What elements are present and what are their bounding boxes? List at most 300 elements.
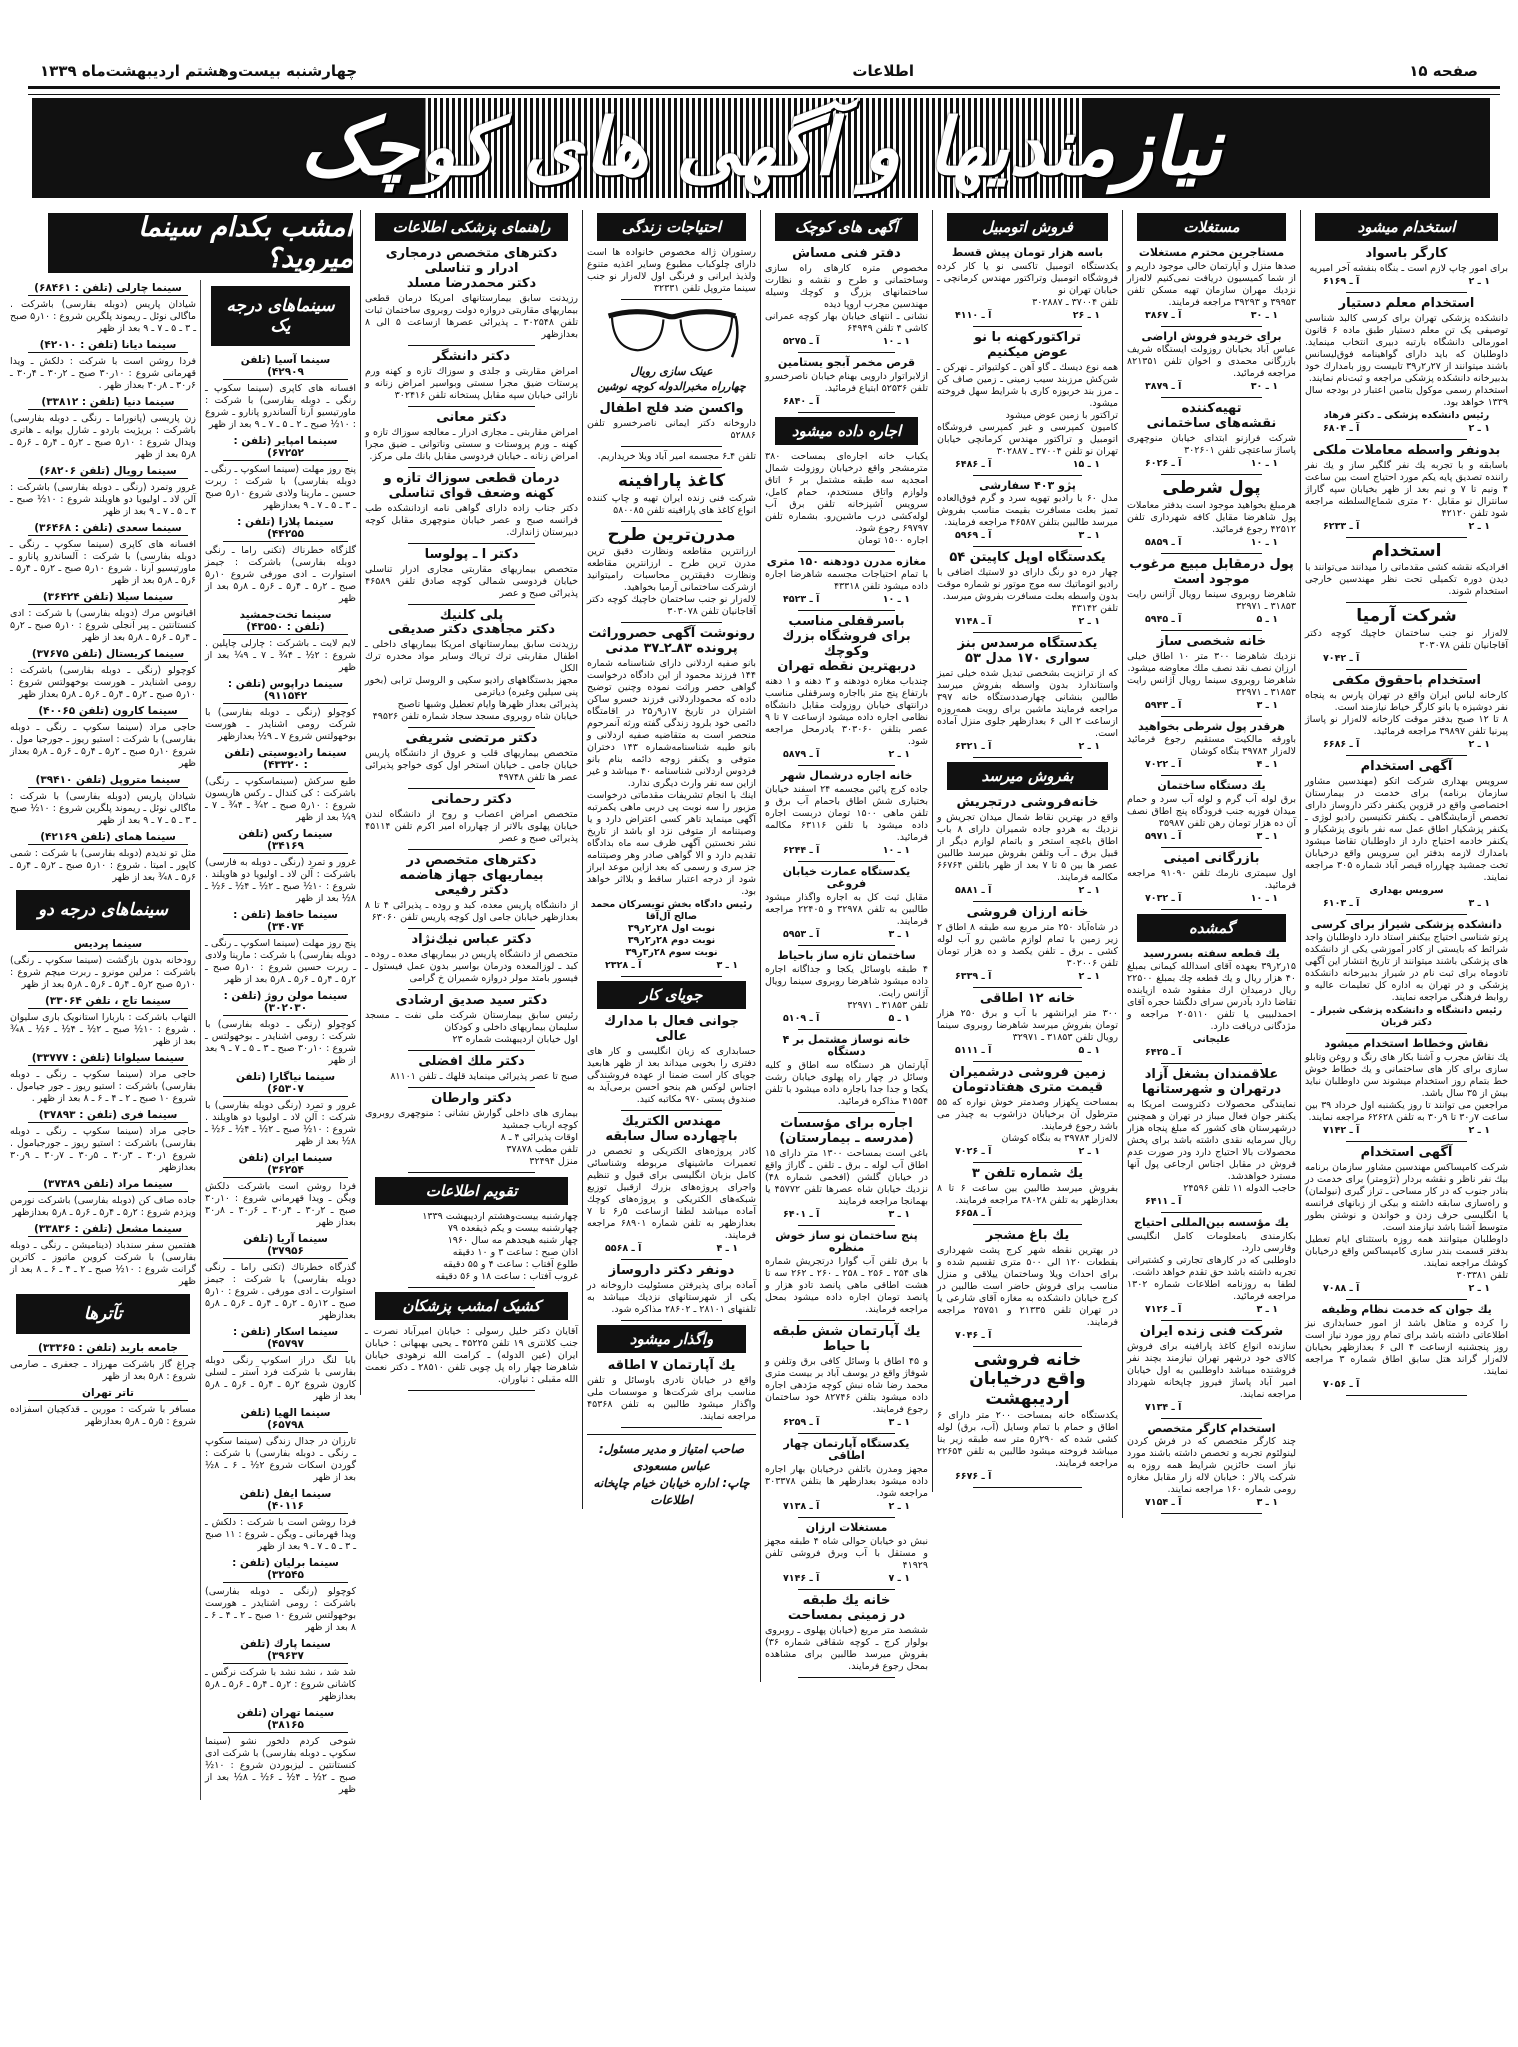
ad-title: خانه نوساز مشتمل بر ۴ دستگاه [782,1032,911,1059]
ad-divider [621,521,722,522]
cinema-name: سینما سعدی (تلفن : ۳۶۴۶۸) [28,522,188,536]
ad-title: واکسن ضد فلج اطفال [599,401,744,417]
ad-title: یکدستگاه مرسدس بنز سواری ۱۷۰ مدل ۵۳ [957,636,1098,667]
ad-title: مدرن‌ترین طرح [607,524,736,545]
ad-divider [1161,474,1262,475]
cinema-showtimes: کوچولو (رنگی ـ دوبله بفارسی) باشرکت : رومی اشنایدر ـ هورست بوخهولتس شروع ۱۰ صبح ـ ۲ ـ ۴ ـ ۶ ـ ۸ بعد از ظهر [205,1586,356,1633]
cinema-showtimes: زن پاریسی (پانوراما ـ رنگی ـ دوبله بفارسی) باشرکت : بریژیت باردو ـ شارل بوایه ـ هانری ویدال شروع : ۱۰ر۵ صبح ـ ۲ر۵ ـ ۴ر۵ ـ ۶ر۵ ـ ۸ر۵ بعد از ظهر [10,413,196,460]
ad-title: استخدام معلم دستیار [1338,295,1475,311]
classified-ad [937,331,1118,476]
ad-code: آ ـ ۲۳۲۸ [605,960,642,972]
classified-ad [765,357,928,413]
ad-run-count: ۱ ـ ۲ [1468,738,1490,750]
ad-body: رزیدنت سابق بیمارستانهای امریکا بیماریهای داخلی ـ اطفال مقاربتی ترك تریاك وسایر مواد مخدره ترك الکل مجهز بدستگاههای رادیو سکپی و الروسل ترابی (بخور پنی سیلین وغیره) دیاترمی پذیرائی بعداز ظهرها وایام تعطیل وشبها تاصبح خیابان شاه روبروی مسجد سجاد شماره تلفن ۴۹۵۲۶ [365,639,578,723]
cinema-showtimes: کوچولو (رنگی ـ دوبله بفارسی) باشرکت : رومی اشنایدر ـ هورست بوخهولتس شروع : ۱۰ر۵ صبح ـ ۲ر۵ ـ ۴ر۵ ـ ۶ر۵ ـ ۸ر۵ بعداز ظهر [10,665,196,700]
ad-divider [408,989,536,990]
ad-title: دکتر مرتضی شریفی [405,731,538,747]
ad-body: نزدیك شاهرضا ۳۰۰ متر ۱۰ اطاق خیلی ارزان نصف نقد نصف ملك معاوضه میشود. شاهرضا روبروی سینما رویال آژانس رایت ۳۱۸۵۳ ـ ۳۲۹۷۱ [1127,650,1297,698]
ad-code: آ ـ ۶۶۷۶ [955,1471,992,1483]
ad-divider [1161,1418,1262,1419]
ad-title: دکتر دانشگر [432,348,511,364]
section-header: جویای کار [597,981,746,1009]
classified-ad [365,1055,578,1088]
ad-run-count: ۱ ـ ۵ [1256,613,1278,625]
ad-run-count: ۱ ـ ۱۵ [1072,458,1100,470]
ad-divider [1346,1395,1468,1396]
classified-ad [365,548,578,605]
cinema-showtimes: شوخی کردم دلخور نشو (سینما سکوپ ـ دوبله بفارسی) با شرکت ادی کنستانتین ـ لیزبوردن شروع : ۱۰½ صبح ـ ۲½ ـ ۴½ ـ ۶½ ـ ۸½ بعد از ظهر [205,1736,357,1795]
ad-run-count: ۱ ـ ۲ [1468,422,1490,434]
ad-divider [798,765,896,766]
ad-title: خانه فروشی واقع درخیابان اردیبهشت [969,1349,1086,1409]
cinema-listing [205,828,356,905]
ad-body: صبح تا عصر پذیرائی مینماید قلهك ـ تلفن ۸۱۱۰۱ [390,1070,578,1082]
ad-run-count: ۱ ـ ۲ [888,748,910,760]
ad-divider [1161,775,1262,776]
ad-code: آ ـ ۶۳۳۹ [955,970,992,982]
ad-title: خانه ارزان فروشی [966,904,1089,920]
ad-divider [408,1050,536,1051]
cinema-listing [10,1052,196,1105]
ad-title: دانشکده پزشکی شیراز برای کرسی [1311,917,1502,931]
classifieds-banner [32,98,1490,198]
ad-title: اجاره برای مؤسسات (مدرسه ـ بیمارستان) [779,1115,914,1146]
section-header: تقویم اطلاعات [375,1177,568,1205]
classified-ad [587,1015,756,1111]
cinema-listing [10,1178,196,1219]
ad-title: دکتر معانی [436,409,507,425]
ad-body: متخصص امراض اعصاب و روح از دانشگاه لندن خیابان پهلوی بالاتر از چهارراه امیر اکرم تلفن ۴۵۱۱۴ پذیرائی صبح و عصر [365,809,578,845]
cinema-name: سینما ایران (تلفن ۳۶۲۵۴) [223,1152,348,1178]
ad-code: آ ـ ۷۱۴۲ [1323,1125,1360,1137]
ad-divider [1161,909,1262,910]
cinema-listing [205,1707,356,1796]
ad-title: پلی کلنیك دکتر مجاهدی دکتر صدیقی [387,607,556,638]
ad-reference [765,1417,928,1429]
ad-body: بفروش میرسد طالبین بین ساعت ۶ تا ۸ بعدازظهر به تلفن ۳۸۰۲۸ مراجعه فرمایند. [937,1182,1118,1206]
ad-title: نقاش وخطاط استخدام میشود [1324,1037,1489,1051]
ad-divider [973,1162,1082,1163]
ad-body: صدها منزل و آپارتمان خالی موجود داریم و از شما کمیسیون دریافت نمی‌کنیم لاله‌زار نزدیك مهران سازمان تهیه مسکن تلفن ۳۹۹۵۳ و ۳۹۲۹۳ مراجعه فرمایند. [1127,260,1296,308]
ad-title: جوانی فعال با مدارك عالی [604,1014,739,1045]
ad-body: واقع در بهترین نقاط شمال میدان تجریش و نزدیك به هردو جاده شمیران دارای ۸ باب اطاق باغچه استخر و باتمام لوازم دیگر از قبیل برق ـ آب وتلفن بفروش میرسد طالبین عصر ها بین ۵ تا ۷ بعد از ظهر باتلفن ۶۶۷۶۴ مکالمه فرمایند. [937,811,1119,883]
ad-title: شرکت آرمیا [1356,606,1457,627]
classified-ad [365,854,578,929]
ad-body: عباس آباد بخیابان روزولت ایستگاه شریف بازرگانی محمدی و اخوان تلفن ۸۲۱۳۵۱ مراجعه فرمائید. [1127,344,1296,380]
ad-reference [1305,276,1508,288]
cinema-listing [10,705,196,770]
ad-title: استخدام [1371,540,1442,561]
cinema-showtimes: رودخانه بدون بازگشت (سینما سکوپ ـ رنگی) باشرکت : مرلین مونرو ـ ربرت میچم شروع : ۱۰ر۵ صبح ۲ر۵ ـ ۴ر۵ ـ ۶ر۵ ـ ۸ر۵ بعد از ظهر [10,955,196,990]
ad-divider [408,727,536,728]
ad-title: یك شماره تلفن ۳ [971,1165,1084,1181]
ad-divider [408,788,536,789]
classified-column [360,210,582,1395]
ad-code: آ ـ ۵۹۶۹ [955,530,992,542]
ad-divider [621,446,722,447]
ad-divider [621,397,722,398]
ad-divider [973,1224,1082,1225]
section-header: احتیاجات زندگی [597,213,746,241]
ad-code: آ ـ ۵۹۵۳ [783,928,820,940]
ad-title: دکتر رحمانی [431,792,512,808]
cinema-showtimes: تارزان در جدال زندگی (سینما سکوپ ـ رنگی ـ دوبله بفارسی) با شرکت : گوردن اسکات شروع ۲½ ـ ۶ ـ ۸½ بعد از ظهر [205,1436,356,1483]
ad-body: کارخانه لباس ایران واقع در تهران پارس به پنجاه نفر دوشیزه یا بانو کارگر خیاط نیازمند است. ۸ تا ۱۲ صبح بدفتر موقت کارخانه لاله‌زار نو پاساژ پیرنیا تلفن ۳۹۸۹۷ مراجعه فرمائید. [1305,689,1509,737]
cinema-listing [205,1233,356,1322]
cinema-name: سینما آسیا (تلفن ۴۲۹۰۹) [223,354,348,380]
classified-ad [365,1092,578,1173]
cinema-showtimes: حاجی مراد (سینما سکوپ ـ رنگی ـ دوبله بفارسی) با شرکت : استیو ریوز ـ جورجیا مول . شروع ۱۰ر۵ صبح ـ ۲ر۵ ـ ۴ر۵ ـ ۶ر۵ ـ ۸ر۵ بعداز ظهر [10,722,196,769]
ad-body: همه نوع دیسك ـ گاو آهن ـ کولتیواتر ـ نهرکن ـ شن‌کش مرزبند سیب زمینی ـ زمین صاف کن ـ مرز بند خربوزه کاری با شرایط سهل فروخته میشود. تراکتور با زمین عوض میشود کامیون کمپرسی و غیر کمپرسی فروشگاه اتومبیل و تراکتور مهندس کرمانچی خیابان تهران نو تلفن ۳۷۰۰۴ ـ ۳۰۲۸۸۷ [937,361,1118,457]
ad-title: باسرقفلی مناسب برای فروشگاه بزرك وکوچك دربهترین نقطه تهران [777,614,916,675]
classified-ad [937,1229,1118,1347]
ad-title: یك قطعه سفته بسررسید [1143,946,1280,960]
section-header: مستغلات [1137,213,1286,241]
ad-code: آ ـ ۵۹۴۳ [1145,699,1182,711]
ad-run-count: ۱ ـ ۳ [716,960,738,972]
ad-divider [798,1320,896,1321]
ad-divider [1161,1212,1262,1213]
ad-reference [1127,310,1296,322]
cinema-listing [205,1488,356,1553]
cinema-name: سینما نیاگارا (تلفن ۶۵۳۰۷) [223,1071,348,1097]
cinema-name: سینما مشعل (تلفن : ۳۳۸۳۶) [28,1223,188,1237]
ad-signature: رئیس دانشکده پزشکی ـ دکتر فرهاد [1323,409,1490,421]
ad-body: را کرده و متاهل باشد از امور حسابداری نیز اطلاعاتی داشته باشد برای تمام روز مورد نیاز است روز پنجشنبه ازساعت ۴ الی ۶ بعدازظهر بخیابان لاله‌زار گراند هتل سابق اطاق شماره ۳ مراجعه نمایند. [1305,1317,1508,1377]
ad-divider [1161,1513,1262,1514]
ad-reference [937,1045,1118,1057]
cinema-listing [10,774,196,827]
cinema-showtimes: کوچولو (رنگی ـ دوبله بفارسی) با شرکت رومی اشنایدر ـ هورست بوخهولتس شروع ۷ ـ ۹½ بعدازظهر [205,707,356,742]
ad-reference [937,310,1118,322]
eyeglasses-icon [597,304,747,364]
ad-reference [1305,898,1508,910]
ad-run-count: ۱ ـ ۲ [1468,1283,1490,1294]
section-header: واگذار میشود [597,1325,746,1353]
classified-ad [365,472,578,544]
ad-divider [1161,716,1262,717]
cinema-name: سینما امپایر (تلفن : ۶۷۲۵۲) [223,435,348,461]
ad-title: مغازه مدرن دودهنه ۱۵۰ متری [766,554,927,568]
ad-body: آماده برای پذیرفتن مسئولیت داروخانه در یکی از شهرستانهای نزدیك میباشد به تلفنهای ۲۸۱۰۱ ـ ۲۸۶۰۲ مذاکره شود. [587,1279,756,1315]
cinema-showtimes: چراغ گاز باشرکت مهرزاد ـ جعفری ـ صارمی شروع : ۸ر۵ بعد از ظهر [10,1359,196,1382]
classified-ad [365,1211,578,1288]
cinema-name: سینما پلازا (تلفن : ۴۴۲۵۵) [223,516,348,542]
ad-title: پنج ساختمان نو ساز خوش منظره [775,1228,918,1255]
ad-divider [1161,847,1262,848]
ad-code: آ ـ ۶۴۰۱ [783,1208,820,1220]
ad-body: شرکت کامپساکس مهندسین مشاور سازمان برنامه بیك نفر ناظر و نقشه بردار (تژومتر) برای خدمت در بنادر جنوب که در کار مساحی ـ تراز گیری (نیولمان) و راه‌سازی سابقه داشته و بیکی از زبانهای فرانسه یا انگلیسی حرف زدن و خواندن و نوشتن بطور متوسط آشنا باشد نیازمند است. داوطلبان میتوانند همه روزه باستثنای ایام تعطیل بدفتر قسمت بندر سازی کامپساکس واقع درخیابان کوشك مراجعه نمایند. تلفن ۳۰۳۳۸۱ [1305,1162,1508,1281]
ad-reference [765,336,928,348]
ad-title: یکدستگاه آپارتمان چهار اطاقی [783,1436,910,1463]
classified-ad [1305,1038,1508,1142]
ad-signature: علیجانی [1192,1034,1231,1046]
classified-ad [1127,558,1296,631]
classified-ad [765,615,928,766]
ad-reference [765,845,928,857]
ad-body: بیماری های داخلی گوارش نشانی : منوچهری روبروی کوچه ارباب جمشید اوقات پذیرائی ۴ ـ ۸ تلفن مطب ۳۷۸۷۸ منزل ۳۲۴۹۴ [365,1107,578,1167]
ad-body: با برق تلفن آب گوارا درتجریش شماره های ۲۵۴ ـ ۲۵۶ ـ ۲۵۸ ـ ۲۶۰ ـ ۲۶۲ سه تا هشت اطاقی ماهی پانصد تادو هزار و پانصد تومان اجاره داده میشود بمحل مراجعه فرمایند. [765,1255,929,1315]
ad-code: آ ـ ۶۴۲۵ [1145,1047,1182,1059]
ad-divider [1161,1063,1262,1064]
ad-divider [798,412,896,413]
ad-title: تهیه‌کننده نقشه‌های ساختمانی [1146,401,1277,432]
ad-run-count: ۱ ـ ۳ [1256,830,1278,842]
ad-title: خانه اجاره درشمال شهر [780,768,913,782]
ad-title: یك مؤسسه بین‌المللی احتیاج [1134,1216,1289,1230]
ad-title: آگهی استخدام [1360,1145,1453,1161]
ad-body: افرادیکه نقشه کشی مقدماتی را میدانند می‌توانند با دیدن دوره تکمیلی تحت نظر مهندسین خارجی استخدام شوند. [1305,562,1508,598]
ad-body: متخصص از دانشگاه پاریس در بیماریهای معده ـ روده ـ کبد ـ لوزالمعده ودرمان بواسیر بدون عمل فیستول ـ فیسور بامتد مولر دروازه شمیران خ گرامی [365,949,578,984]
cinema-name: تاتر تهران [28,1387,188,1401]
classified-ad [1305,542,1508,604]
ad-title: دفتر فنی مساش [792,246,901,261]
ad-code: آ ـ ۷۰۵۶ [1323,1378,1360,1390]
ad-divider [621,299,722,300]
eyeglasses-ad [587,304,756,398]
ad-code: آ ـ ۶۸۴۰ [783,395,820,407]
ad-run-count: ۱ ـ ۱۰ [1250,892,1278,904]
ad-body: و ۴۵ اطاق با وسائل کافی برق وتلفن و شوفاژ واقع در یوسف آباد بر بیست متری محمد رضا شاه نبش کوچه مژدهی اجاره داده میشود بتلفن ۸۲۷۴۶ خود ساختمان رجوع فرمایند. [765,1355,928,1415]
ad-body: یکباب خانه اجاره‌ای بمساحت ۳۸۰ مترمشجر واقع درخیابان روزولت شمال امجدیه سه طبقه مشتمل بر ۶ اتاق ولوازم واتاق مستخدم، حمام کامل، سرویس آشپزخانه تلفن برق آب لوله‌کشی درب ماشین‌رو. بشماره تلفن ۶۹۷۹۷ رجوع شود. اجاره ۱۵۰۰ تومان [765,450,928,546]
cinema-listing [10,396,196,461]
ad-code: آ ـ ۴۵۲۳ [783,594,820,606]
ad-title: استخدام باحقوق مکفی [1332,672,1481,688]
ad-code: آ ـ ۶۴۱۱ [1145,1196,1182,1208]
classified-ad [1127,1217,1296,1321]
ad-body: آپارتمان هر دستگاه سه اطاق و کلیه وسائل در چهار راه پهلوی خیابان رشت یکجا و جدا جدا باجاره داده میشود با تلفن ۴۱۵۵۴ مذاکره فرمائید. [765,1059,928,1107]
section-header: تآترها [16,1294,190,1334]
ad-divider [408,1390,536,1391]
publisher-owner: صاحب امتیاز و مدیر مسئول: عباس مسعودی [598,1441,745,1473]
ad-title: دونفر دکتر داروساز [608,1262,735,1278]
ad-code: آ ـ ۷۱۲۶ [1145,1303,1182,1315]
ad-title: دکتر ملك افضلی [418,1053,525,1069]
ad-run-count: ۱ ـ ۱۰ [882,335,910,347]
cinema-listing [10,339,196,392]
classified-ad [765,1034,928,1113]
classified-ad [1305,297,1508,440]
optician-address: چهارراه مخبرالدوله کوچه نوشین [597,379,746,393]
ad-reference [765,1209,928,1221]
ad-reference [765,1501,928,1513]
classified-column [1122,210,1300,1518]
classified-ad [365,732,578,789]
ad-code: آ ـ ۷۱۳۸ [783,1501,820,1513]
ad-body: ۳۰۰ متر ایرانشهر با آب و برق ۲۵۰ هزار تومان بفروش میرسد شاهرضا روبروی سینما رویال تلفن ۳۱۸۵۳ ـ ۳۲۹۷۱ [937,1007,1118,1043]
ad-run-count: ۱ ـ ۱۰ [882,844,910,856]
ad-reference [1127,1497,1296,1509]
ad-run-count: ۱ ـ ۲ [1468,520,1490,532]
classified-ad [1305,247,1508,293]
section-header: فروش اتومبیل [947,213,1108,241]
ad-body: بانو صفیه اردلانی دارای شناسنامه شماره ۱۴۴ فرزند محمود از این دادگاه درخواست گواهی حصر وراثت نموده وچنین توضیح داده که محموداردلانی فرزند خسرو ساکن اشتران در تاریخ ۱۷ر۹ر۲۵ در اقامتگاه دائمی خود بلرود زندگی گفته ورثه آنمرحوم منحصر است به متقاضیه صفیه اردلانی و بانو طیبه شناسنامه‌شماره ۱۴۳ دختران متوفی و یکنفر زوجه دائمه بنام بانو فردوس اردلانی شناسنامه ۴۰ میباشد و غیر ازاین سه نفر وارث دیگری ندارد. اینك با انجام تشریفات مقدماتی درخواست مزبور را سه نوبت پی دربی ماهی یکمرتبه آگهی مینماید تاهر کسی اعتراض دارد و یا وصیتنامه از متوفی نزد او باشد از تاریخ نشر نخستین آگهی ظرف سه ماه بدادگاه تقدیم دارد و الا گواهی صادر وهر وصیتنامه جز سری و رسمی که بعد ازاین موعد ابراز شود از درجه اعتبار ساقط و بلااثر خواهد بود. [587,658,756,898]
section-header: اجاره داده میشود [775,417,918,445]
ad-title: علاقمندان بشغل آزاد درتهران و شهرستانها [1141,1067,1282,1098]
ad-divider [973,1487,1082,1488]
cinema-listing [10,522,196,587]
ad-body: در شاه‌آباد ۲۵۰ متر مربع سه طبقه ۸ اطاق ۲ زیر زمین با تمام لوازم ماشین رو آب لوله کشی ـ برق ـ تلفن یکصد و ده هزار تومان تلفن ۳۰۲۰۰۶ [937,921,1118,969]
cinema-listing [10,831,196,884]
classified-ad [365,609,578,729]
ad-body: از دانشگاه پاریس معده، کبد و روده ـ پذیرائی ۴ تا ۸ بعدازظهر خیابان جامی اول کوچه پاریس تلفن ۶۳۰۶۰ [365,900,578,924]
ad-run-count: ۱ ـ ۲ [1468,1125,1490,1137]
ad-body: شرکت فنی زنده ایران تهیه و چاپ کننده انواع کاغذ های پارافینه تلفن ۵۸۰۰۸۵ [587,492,756,516]
ad-body: شرکت فرازنو ابتدای خیابان منوچهری پاساژ ساعتچی تلفن ۳۰۲۶۰۱ [1127,433,1296,457]
ad-reference [1127,831,1296,843]
cinema-listing [10,1387,196,1428]
ad-divider [973,987,1082,988]
cinema-showtimes: شد شد ، نشد نشد با شرکت نرگس ـ کاشانی شروع : ۲ر۵ ـ ۴ر۵ ـ ۶ر۵ ـ ۸ر۵ بعدازظهر [205,1667,356,1702]
ad-divider [798,610,896,611]
cinema-listing [205,435,356,512]
ad-divider [798,861,896,862]
classified-ad [765,1594,928,1678]
ad-divider [1346,669,1468,670]
ad-divider [408,1287,536,1288]
ad-run-count: ۱ ـ ۵ [1078,1044,1100,1056]
classified-ad [1127,635,1296,717]
cinema-name: سینما تاج ، تلفن ۳۳۰۶۴) [28,995,188,1009]
ad-signature: رئیس دانشگاه و دانشکده پزشکی شیراز ـ دکتر قربان [1310,1005,1503,1029]
ad-reference [1127,1402,1296,1414]
ad-body: بکارمندی بامعلومات کامل انگلیسی وفارسی دارد. داوطلبی که در کارهای تجارتی و کشتیرانی تجربه داشته باشد حق تقدم خواهد داشت. لطفا به روزنامه اطلاعات شماره ۱۳۰۲ مراجعه فرمائید. [1127,1230,1296,1302]
masthead [40,60,1478,82]
publisher-imprint [587,1434,756,1509]
section-header: استخدام میشود [1315,213,1498,241]
ad-body: واقع در خیابان نادری باوسائل و تلفن مناسب برای شرکت‌ها و موسسات ملی واگذار میشود طالبین به تلفن ۴۵۳۶۸ مراجعه نمایند. [587,1374,756,1422]
classified-ad [765,770,928,862]
ad-title: دکتر وارطان [431,1090,512,1106]
cinema-name: سینما پارك (تلفن ۳۹۶۳۷) [223,1638,348,1664]
ad-reference [937,616,1118,628]
ad-run-count: ۱ ـ ۲ [1078,884,1100,896]
ad-title: مستاجرین محترم مستغلات [1138,246,1285,259]
classified-column [760,210,932,1682]
ad-body: تلفن ۴ـ۶ مجسمه امیر آباد ویلا خریداریم. [597,451,756,463]
ad-title: ساختمان تازه ساز باحیاط [777,948,916,962]
ad-run-count: ۱ ـ ۳ [1078,530,1100,542]
ad-code: آ ـ ۶۶۵۸ [955,1207,992,1219]
masthead-rule [28,86,1500,95]
ad-run-count: ۱ ـ ۴ [1256,759,1278,771]
cinema-name: سینما متروپل (تلفن ۳۹۴۱۰) [28,774,188,788]
section-header: سینماهای درجه دو [16,890,190,930]
ad-run-count: ۱ ـ ۲ [1078,970,1100,982]
cinema-listing [10,591,196,644]
cinema-listing [10,1109,196,1174]
ad-code: آ ـ ۷۰۸۸ [1323,1283,1360,1294]
ad-run-count: ۱ ـ ۴ [716,1242,738,1254]
classified-ad [765,866,928,946]
classified-ad [1127,479,1296,554]
publisher-press: چاپ: اداره خیابان خیام چاپخانه اطلاعات [593,1475,750,1507]
cinema-showtimes: التهاب باشرکت : باربارا استانویک باری سلیوان . شروع : ۱۰½ صبح ـ ۲½ ـ ۴½ ـ ۶½ ـ ۸¾ بعد از ظهر [10,1012,196,1047]
cinema-showtimes: پنج روز مهلت (سینما اسکوپ ـ رنگی ـ دوبله بفارسی) با شرکت : ربرت حسین ـ مارینا ولادی شروع ۱۰ر۵ صبح ـ ۳ ـ ۵ ـ ۷ ـ ۹ بعدازظهر [205,464,356,511]
cinema-showtimes: افسانه های کاپری (سینما سکوپ ـ رنگی ـ دوبله بفارسی) با شرکت : ماورتیسیو آرنا آلساندرو پانارو ـ شروع : ۱۰½ صبح ـ ۲ ـ ۵ ـ ۷ ـ ۹ بعد از ظهر [205,383,356,430]
cinema-name: سینما تخت‌جمشید (تلفن : ۴۳۵۵۰) [223,609,348,635]
ad-reference [1127,1304,1296,1316]
ad-code: آ ـ ۷۱۴۸ [955,616,992,628]
ad-divider [1346,755,1468,756]
ad-code: آ ـ ۳۸۶۷ [1145,309,1182,321]
ad-title: برای خریدو فروش اراضی [1141,329,1282,343]
cinema-name: سینما چارلی (تلفن : ۶۸۴۶۱) [28,282,188,296]
classified-ad [1127,1068,1296,1213]
section-header: آگهی های کوچک [775,213,918,241]
ad-reference [587,1243,756,1255]
ad-title: شرکت فنی زنده ایران [1139,1323,1284,1339]
cinema-showtimes: غرور و تمرد (رنگی ـ دوبله به فارسی) باشرکت : آلن لاد ـ اولیویا دو هاویلند . شروع : ۱۰½ صبح ـ ۲½ ـ ۴½ ـ ۶½ ـ ۸½ بعد از ظهر [205,857,357,904]
ad-run-count: ۱ ـ ۲ [1078,616,1100,628]
ad-divider [621,1427,722,1428]
classified-ad [365,1326,578,1391]
ad-body: نمایندگی محصولات دکتروست امریکا به یکنفر جوان فعال میباز در تهران و همچنین درشهرستان های کشور که مبلغ پنجاه هزار ریال سرمایه نقدی داشته باشد برای پخش محصولات بالا احتیاج دارد ودر صورت عدم فروش در مقابل اجناس ارجاعی پول آنها مسترد خواهدشد. حاجب الدوله ۱۱ تلفن ۲۴۵۹۶ [1127,1099,1296,1195]
cinema-showtimes: شیادان پاریس (دوبله بفارسی) با شرکت : ماگالی نوئل ـ ریموند پلگرین شروع : ۱۰½ صبح ـ ۳ ـ ۵ ـ ۷ ـ ۹ بعد از ظهر [10,791,196,826]
ad-divider [408,345,536,346]
classified-ad [1127,1325,1296,1419]
ad-reference [937,1146,1118,1158]
ad-title: قرص مخمر آبجو یستامین [777,355,916,369]
ad-body: در بهترین نقطه شهر کرج پشت شهرداری بقطعات ۱۲۰ الی ۵۰۰ متری تقسیم شده و برای احداث ویلا وساختمان ییلاقی و منزل مناسب برای فروش حاضر است طالبین در کرج خیابان دانشکده به مغازه آقای شارعی یا در تهران تلفن ۲۱۳۳۵ و ۲۵۷۵۱ مراجعه فرمایند. [937,1244,1119,1328]
ad-title: دکتر ا ـ پولوسا [424,546,519,562]
cinema-name: سینما الهیا (تلفن ۶۵۷۹۸) [223,1407,348,1433]
classified-ad [1127,247,1296,327]
ad-code: آ ـ ۷۰۲۶ [955,1145,992,1157]
classified-ad [1127,331,1296,399]
ad-divider [798,1433,896,1434]
ad-reference [937,1208,1118,1220]
ad-title: یك جوان که خدمت نظام وظیفه [1321,1303,1492,1316]
ad-reference [1127,537,1296,549]
cinema-name: سینما سیلوانا (تلفن : ۳۳۷۷۷) [28,1052,188,1066]
cinema-listing [10,648,196,701]
ad-divider [798,551,896,552]
ad-run-count: ۱ ـ ۳ [888,928,910,940]
cinema-listing [205,678,356,743]
ad-title: زمین فروشی درشمیران قیمت متری هفتادتومان [949,1064,1106,1095]
cinema-showtimes: مسافر با شرکت : مورین ـ قدکچیان اسفزاده شروع : ۵ر۵ ـ ۸ر۵ بعدازظهر [10,1404,196,1427]
classified-ad [1305,919,1508,1035]
ad-divider [798,1517,896,1518]
cinema-showtimes: پنج روز مهلت (سینما اسکوپ ـ رنگی ـ دوبله بفارسی) با شرکت : مارینا ولادی ـ ربرت حسین شروع : ۱۰ر۵ صبح ـ ۲ر۵ ـ ۴ر۵ ـ ۶ر۵ ـ ۸ر۵ بعد از ظهر [205,938,357,985]
ad-divider [798,1029,896,1030]
cinema-name: سینما همای (تلفن ۴۲۱۶۹) [28,831,188,845]
ad-body: هرمبلغ بخواهید موجود است بدفتر معاملات پول شاهرضا مقابل کافه شهرداری تلفن ۴۲۵۱۲ رجوع فرمائید. [1127,499,1296,535]
cinema-name: سینما دنیا (تلفن : ۳۳۸۱۲) [28,396,188,410]
optician-name: عینک سازی رویال [630,365,713,378]
cinema-listings-second [6,280,200,1432]
ad-code: آ ـ ۷۰۲۲ [1145,759,1182,771]
ad-reference [587,960,756,972]
ad-divider [1346,602,1468,603]
ad-body: ارزانترین مقاطعه ونظارت دقیق ترین مدرن ترین طرح ـ ارزانترین مقاطعه ونظارت دقیقترین محاسبات رامیتوانید ازشرکت ساختمانی آرمیا بخواهید. لاله‌زار نو جنب ساختمان خاچیك کوچه دکتر آقاجانیان تلفن ۳۰۳۰۷۸ [587,546,756,618]
ad-body: مقابل ثبت کل به اجاره واگذار میشود طالبین به تلفن ۳۲۹۷۸ و ۲۲۴۰۵ مراجعه فرمایند. [765,891,928,927]
classified-ad [1305,760,1508,915]
classified-ad [1305,607,1508,670]
ad-reference [1127,1047,1296,1059]
ad-title: دکتر سید صدیق ارشادی [395,993,548,1008]
ad-divider [408,1087,536,1088]
ad-reference [937,1330,1118,1342]
ad-run-count: ۱ ـ ۳۰ [1250,309,1278,321]
classified-ad [587,526,756,624]
ad-title: دکتر عباس نیك‌نژاد [411,932,532,948]
classified-ad [365,933,578,990]
ad-code: آ ـ ۶۱۰۳ [1323,897,1360,909]
ad-reference [1127,458,1296,470]
ad-body: ازلابراتوار دارویی بهنام خیابان ناصرخسرو تلفن ۵۲۵۳۶ ابتیاع فرمائید. [765,370,928,394]
